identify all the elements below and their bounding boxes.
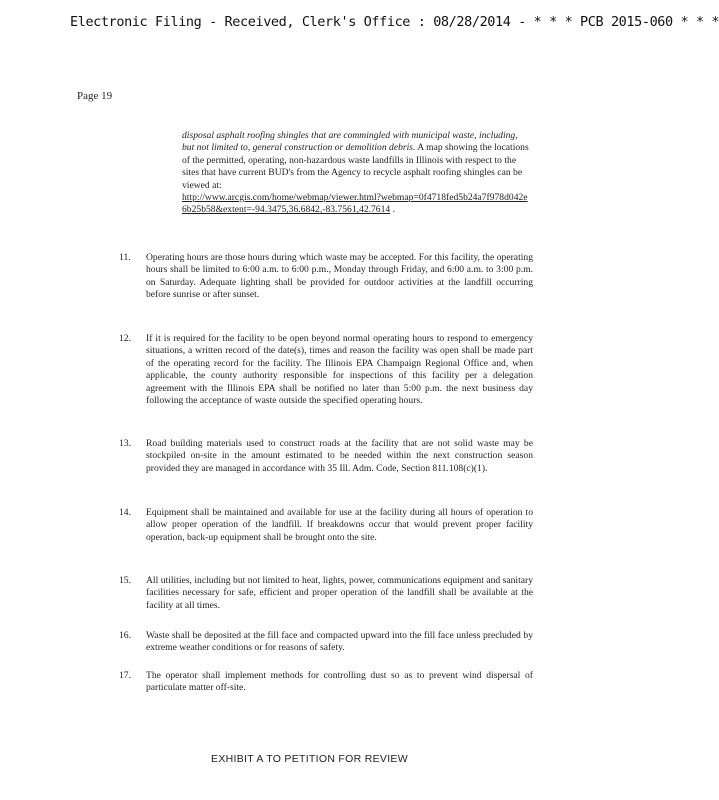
continuation-text: A map showing the locations of the permitted, operating, non-hazardous waste landfills in Illinois with respect to the sites that have current BUD's from the Agency to recycle asphalt roofing shingles can be viewed at: [182, 142, 529, 191]
link-period: . [390, 204, 395, 216]
item-text: The operator shall implement methods for controlling dust so as to prevent wind dispersal of particulate matter off-site. [146, 670, 533, 694]
item-text: Operating hours are those hours during which waste may be accepted. For this facility, the operating hours shall be limited to 6:00 a.m. to 6:00 p.m., Monday through Friday, and 6:00 a.m. to 3:00 p.m. on Saturday. Adequate lighting shall be provided for outdoor activities at the landfill occurring before sunrise or after sunset. [146, 252, 533, 301]
page-number: Page 19 [77, 90, 113, 102]
item-number: 13. [119, 438, 131, 449]
continuation-italic-text: disposal asphalt roofing shingles that are commingled with municipal waste, including, but not limited to, general construction or demolition debris. [182, 130, 518, 154]
item-number: 15. [119, 575, 131, 586]
item-number: 14. [119, 507, 131, 518]
item-text: If it is required for the facility to be open beyond normal operating hours to respond to emergency situations, a written record of the date(s), times and reason the facility was open shall be made part of the operating record for the facility. The Illinois EPA Champaign Regional Office and, when applicable, the county authority responsible for inspections of this facility per a delegation agreement with the Illinois EPA shall be notified no later than 5:00 p.m. the next business day following the acceptance of waste outside the specified operating hours. [146, 333, 533, 407]
item-text: Equipment shall be maintained and available for use at the facility during all hours of operation to allow proper operation of the landfill. If breakdowns occur that would prevent proper facility operation, back-up equipment shall be brought onto the site. [146, 507, 533, 543]
item-number: 12. [119, 333, 131, 344]
continuation-paragraph [182, 130, 532, 217]
item-number: 11. [119, 252, 131, 263]
item-text: Waste shall be deposited at the fill face and compacted upward into the fill face unless precluded by extreme weather conditions or for reasons of safety. [146, 630, 533, 654]
filing-stamp: Electronic Filing - Received, Clerk's Office : 08/28/2014 - * * * PCB 2015-060 * * * [70, 14, 719, 30]
exhibit-footer: EXHIBIT A TO PETITION FOR REVIEW [211, 753, 408, 765]
item-text: All utilities, including but not limited to heat, lights, power, communications equipment and sanitary facilities necessary for safe, efficient and proper operation of the landfill shall be available at the facility at all times. [146, 575, 533, 611]
item-number: 17. [119, 670, 131, 681]
item-number: 16. [119, 630, 131, 641]
map-link[interactable]: http://www.arcgis.com/home/webmap/viewer.html?webmap=0f4718fed5b24a7f978d042e6b25b58&extent=-94.3475,36.6842,-83.7561,42.7614 [182, 192, 528, 216]
item-text: Road building materials used to construct roads at the facility that are not solid waste may be stockpiled on-site in the amount estimated to be needed within the next construction season provided they are managed in accordance with 35 Ill. Adm. Code, Section 811.108(c)(1). [146, 438, 533, 474]
